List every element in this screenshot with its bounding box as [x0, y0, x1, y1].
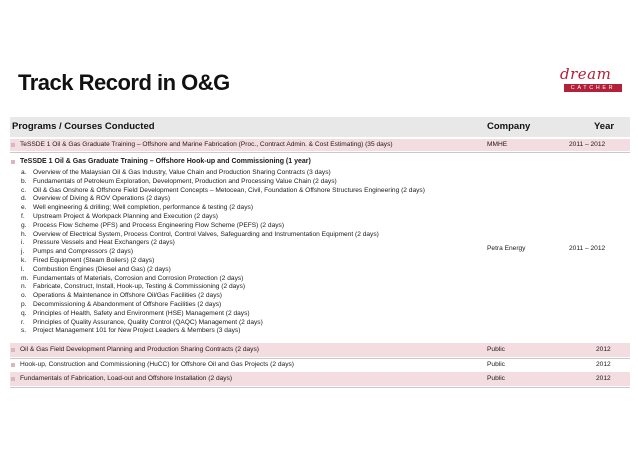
- list-item: [21, 239, 425, 248]
- row-company: MMHE: [487, 141, 508, 148]
- list-item-letter: a.: [21, 169, 27, 176]
- list-item-text: Fired Equipment (Steam Boilers) (2 days): [33, 256, 155, 264]
- dream-catcher-logo: [558, 65, 624, 96]
- row-company: Public: [487, 375, 505, 382]
- row-year: 2012: [596, 361, 611, 368]
- row-year: 2012: [596, 375, 611, 382]
- list-item-letter: g.: [21, 221, 27, 229]
- list-item-letter: k.: [21, 256, 27, 264]
- header-programs: Programs / Courses Conducted: [12, 121, 155, 132]
- list-item-text: Fundamentals of Materials, Corrosion and Corrosion Protection (2 days): [33, 274, 244, 282]
- row-year: 2012: [596, 346, 611, 353]
- list-item: [21, 169, 425, 178]
- list-item: [21, 275, 425, 284]
- list-item-letter: d.: [21, 195, 27, 203]
- list-item-letter: c.: [21, 186, 27, 194]
- list-item: [21, 301, 425, 310]
- bullet-icon: [11, 348, 15, 352]
- list-item-text: Oil & Gas Onshore & Offshore Field Development Concepts – Metocean, Civil, Foundation & Offshore Structures Engineering (2 days): [33, 186, 425, 194]
- list-item-letter: l.: [21, 265, 25, 273]
- table-row: Fundamentals of Fabrication, Load-out and Offshore Installation (2 days): [20, 375, 233, 382]
- list-item-text: Overview of Electrical System, Process Control, Control Valves, Safeguarding and Instrumentation Equipment (2 days): [33, 230, 379, 238]
- table-row: TeSSDE 1 Oil & Gas Graduate Training – Offshore and Marine Fabrication (Proc., Contract Admin. & Cost Estimating) (35 days): [20, 141, 393, 148]
- row-year: 2011 – 2012: [569, 141, 606, 148]
- list-item-text: Pressure Vessels and Heat Exchangers (2 days): [33, 239, 175, 247]
- table-row: Oil & Gas Field Development Planning and Production Sharing Contracts (2 days): [20, 346, 259, 353]
- bullet-icon: [11, 143, 15, 147]
- list-item-letter: b.: [21, 177, 27, 185]
- list-item-letter: j.: [21, 248, 25, 256]
- list-item: [21, 231, 425, 240]
- list-item-text: Well engineering & drilling; Well completion, performance & testing (2 days): [33, 204, 254, 212]
- row-divider: [10, 358, 630, 359]
- header-company: Company: [487, 121, 531, 132]
- list-item-letter: p.: [21, 300, 27, 308]
- table-row: TeSSDE 1 Oil & Gas Graduate Training – Offshore Hook-up and Commissioning (1 year): [20, 158, 311, 165]
- page-title: Track Record in O&G: [18, 70, 230, 95]
- list-item-text: Combustion Engines (Diesel and Gas) (2 days): [33, 265, 171, 273]
- list-item-letter: q.: [21, 309, 27, 317]
- list-item-text: Operations & Maintenance in Offshore Oil/Gas Facilities (2 days): [33, 292, 222, 300]
- logo-script-text: dream: [560, 65, 612, 83]
- list-item: [21, 195, 425, 204]
- list-item: [21, 310, 425, 319]
- header-year: Year: [594, 121, 615, 132]
- list-item-text: Pumps and Compressors (2 days): [33, 248, 134, 256]
- list-item-letter: f.: [21, 212, 25, 220]
- row-company: Petra Energy: [487, 245, 526, 252]
- list-item-text: Project Management 101 for New Project Leaders & Members (3 days): [33, 327, 241, 335]
- list-item-text: Overview of the Malaysian Oil & Gas Industry, Value Chain and Production Sharing Contracts (3 days): [33, 169, 331, 176]
- table-row: Hook-up, Construction and Commissioning (HuCC) for Offshore Oil and Gas Projects (2 days): [20, 361, 294, 368]
- list-item-text: Fundamentals of Petroleum Exploration, Development, Production and Processing Value Chain (2 days): [33, 177, 337, 185]
- row-divider: [10, 152, 630, 153]
- list-item: [21, 178, 425, 187]
- list-item-text: Principles of Health, Safety and Environment (HSE) Management (2 days): [33, 309, 250, 317]
- list-item-text: Decommissioning & Abandonment of Offshore Facilities (2 days): [33, 300, 222, 308]
- list-item: [21, 319, 425, 328]
- list-item: [21, 327, 425, 336]
- bullet-icon: [11, 363, 15, 367]
- row-company: Public: [487, 346, 505, 353]
- list-item-letter: h.: [21, 230, 27, 238]
- list-item: [21, 222, 425, 231]
- list-item-text: Fabricate, Construct, Install, Hook-up, Testing & Commissioning (2 days): [33, 283, 246, 291]
- list-item-letter: s.: [21, 327, 27, 335]
- table-header: [10, 117, 630, 137]
- row-year: 2011 – 2012: [569, 245, 606, 252]
- row-company: Public: [487, 361, 505, 368]
- list-item-letter: o.: [21, 292, 27, 300]
- logo-bar-text: CATCHER: [564, 84, 622, 92]
- list-item-text: Upstream Project & Workpack Planning and Execution (2 days): [33, 212, 218, 220]
- list-item: [21, 187, 425, 196]
- list-item: [21, 292, 425, 301]
- list-item: [21, 283, 425, 292]
- list-item-letter: e.: [21, 204, 27, 212]
- sub-item-list: [21, 169, 425, 336]
- list-item-text: Overview of Diving & ROV Operations (2 days): [33, 195, 171, 203]
- list-item-text: Principles of Quality Assurance, Quality Control (QAQC) Management (2 days): [33, 318, 263, 326]
- list-item: [21, 204, 425, 213]
- list-item: [21, 266, 425, 275]
- bullet-icon: [11, 160, 15, 164]
- row-divider: [10, 387, 630, 388]
- bullet-icon: [11, 377, 15, 381]
- list-item: [21, 213, 425, 222]
- list-item-letter: r.: [21, 318, 25, 326]
- list-item-letter: n.: [21, 283, 27, 291]
- list-item-letter: m.: [21, 274, 29, 282]
- list-item: [21, 248, 425, 257]
- list-item-letter: i.: [21, 239, 25, 247]
- list-item-text: Process Flow Scheme (PFS) and Process Engineering Flow Scheme (PEFS) (2 days): [33, 221, 285, 229]
- list-item: [21, 257, 425, 266]
